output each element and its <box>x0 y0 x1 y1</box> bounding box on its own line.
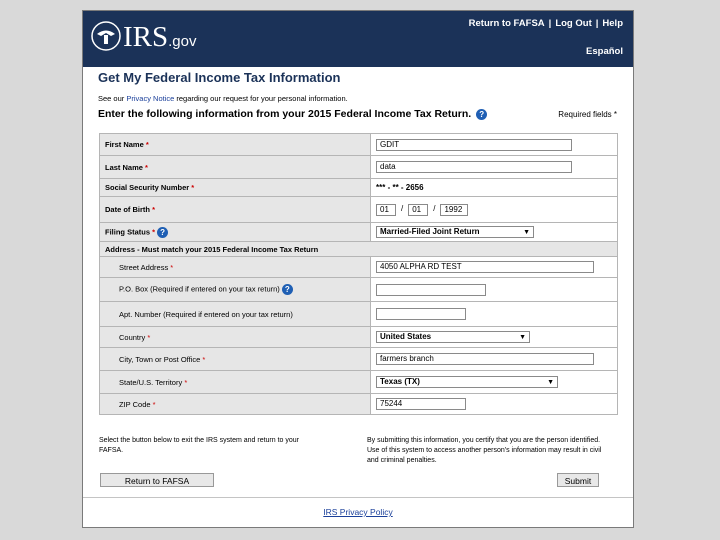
form-row-filing-status: Filing Status * ? Married-Filed Joint Return ▼ <box>100 223 618 242</box>
form-row-street: Street Address * 4050 ALPHA RD TEST <box>100 257 618 278</box>
form-row-dob: Date of Birth * 01 / 01 / 1992 <box>100 197 618 223</box>
help-icon[interactable]: ? <box>476 109 487 120</box>
filing-status-label: Filing Status <box>105 226 150 236</box>
dob-year-input[interactable]: 1992 <box>440 204 468 216</box>
dob-label: Date of Birth <box>105 205 150 214</box>
help-link[interactable]: Help <box>602 18 623 29</box>
street-address-input[interactable]: 4050 ALPHA RD TEST <box>376 261 594 273</box>
form-row-po-box <box>100 278 618 302</box>
tax-info-form <box>99 133 618 415</box>
page-title: Get My Federal Income Tax Information <box>98 70 341 85</box>
country-select[interactable]: United States ▼ <box>376 331 530 343</box>
po-box-label: P.O. Box (Required if entered on your tax return) <box>119 284 280 294</box>
city-label: City, Town or Post Office <box>119 354 201 364</box>
certification-text: By submitting this information, you certify that you are the person identified. Use of this system to access another person's information may result in civil and criminal penalties. <box>367 437 602 464</box>
top-links: Return to FAFSA | Log Out | Help <box>468 18 623 29</box>
instructions: Enter the following information from your 2015 Federal Income Tax Return. ? <box>98 108 487 120</box>
filing-status-help-icon[interactable]: ? <box>157 227 168 238</box>
header-bar <box>83 11 633 67</box>
street-label: Street Address <box>119 262 169 272</box>
form-row-country: Country * United States ▼ <box>100 327 618 348</box>
log-out-link[interactable]: Log Out <box>555 18 592 29</box>
po-box-input[interactable] <box>376 284 486 296</box>
chevron-down-icon: ▼ <box>523 229 530 236</box>
form-row-ssn: Social Security Number * *** - ** - 2656 <box>100 179 618 197</box>
form-row-zip: ZIP Code * 75244 <box>100 394 618 415</box>
state-select[interactable]: Texas (TX) ▼ <box>376 376 558 388</box>
form-row-address-header <box>100 242 618 257</box>
privacy-notice-link[interactable]: Privacy Notice <box>126 94 175 103</box>
zip-code-input[interactable]: 75244 <box>376 398 466 410</box>
return-to-fafsa-button[interactable]: Return to FAFSA <box>100 473 214 487</box>
chevron-down-icon: ▼ <box>519 334 526 341</box>
country-label: Country <box>119 332 146 342</box>
apt-number-input[interactable] <box>376 308 466 320</box>
last-name-label: Last Name <box>105 162 143 172</box>
first-name-label: First Name <box>105 140 144 149</box>
first-name-input[interactable]: GDIT <box>376 139 572 151</box>
zip-label: ZIP Code <box>119 399 151 409</box>
last-name-input[interactable]: data <box>376 161 572 173</box>
exit-instructions: Select the button below to exit the IRS system and return to your FAFSA. <box>99 437 299 454</box>
apt-label: Apt. Number (Required if entered on your tax return) <box>119 309 293 319</box>
form-row-first-name: First Name * GDIT <box>100 134 618 156</box>
form-row-city: City, Town or Post Office * farmers branch <box>100 348 618 371</box>
privacy-policy-link[interactable]: IRS Privacy Policy <box>323 507 393 517</box>
form-row-last-name: Last Name * data <box>100 156 618 179</box>
state-label: State/U.S. Territory <box>119 377 183 387</box>
language-link[interactable]: Español <box>586 46 623 57</box>
form-row-apt <box>100 302 618 327</box>
logo-suffix: .gov <box>168 33 197 50</box>
chevron-down-icon: ▼ <box>547 379 554 386</box>
submit-button[interactable]: Submit <box>557 473 599 487</box>
dob-month-input[interactable]: 01 <box>376 204 396 216</box>
form-row-state: State/U.S. Territory * Texas (TX) ▼ <box>100 371 618 394</box>
logo-text: IRS <box>123 21 169 53</box>
city-input[interactable]: farmers branch <box>376 353 594 365</box>
required-note: Required fields * <box>558 110 617 119</box>
privacy-notice: See our Privacy Notice regarding our request for your personal information. <box>98 94 348 103</box>
ssn-label: Social Security Number <box>105 183 190 192</box>
filing-status-select[interactable]: Married-Filed Joint Return ▼ <box>376 226 534 238</box>
po-box-help-icon[interactable]: ? <box>282 284 293 295</box>
irs-page <box>82 10 634 528</box>
irs-eagle-icon <box>91 21 121 51</box>
address-header: Address - Must match your 2015 Federal Income Tax Return <box>105 244 319 254</box>
ssn-value: *** - ** - 2656 <box>376 183 424 192</box>
footer-divider <box>83 497 633 498</box>
dob-day-input[interactable]: 01 <box>408 204 428 216</box>
return-to-fafsa-link[interactable]: Return to FAFSA <box>468 18 545 29</box>
